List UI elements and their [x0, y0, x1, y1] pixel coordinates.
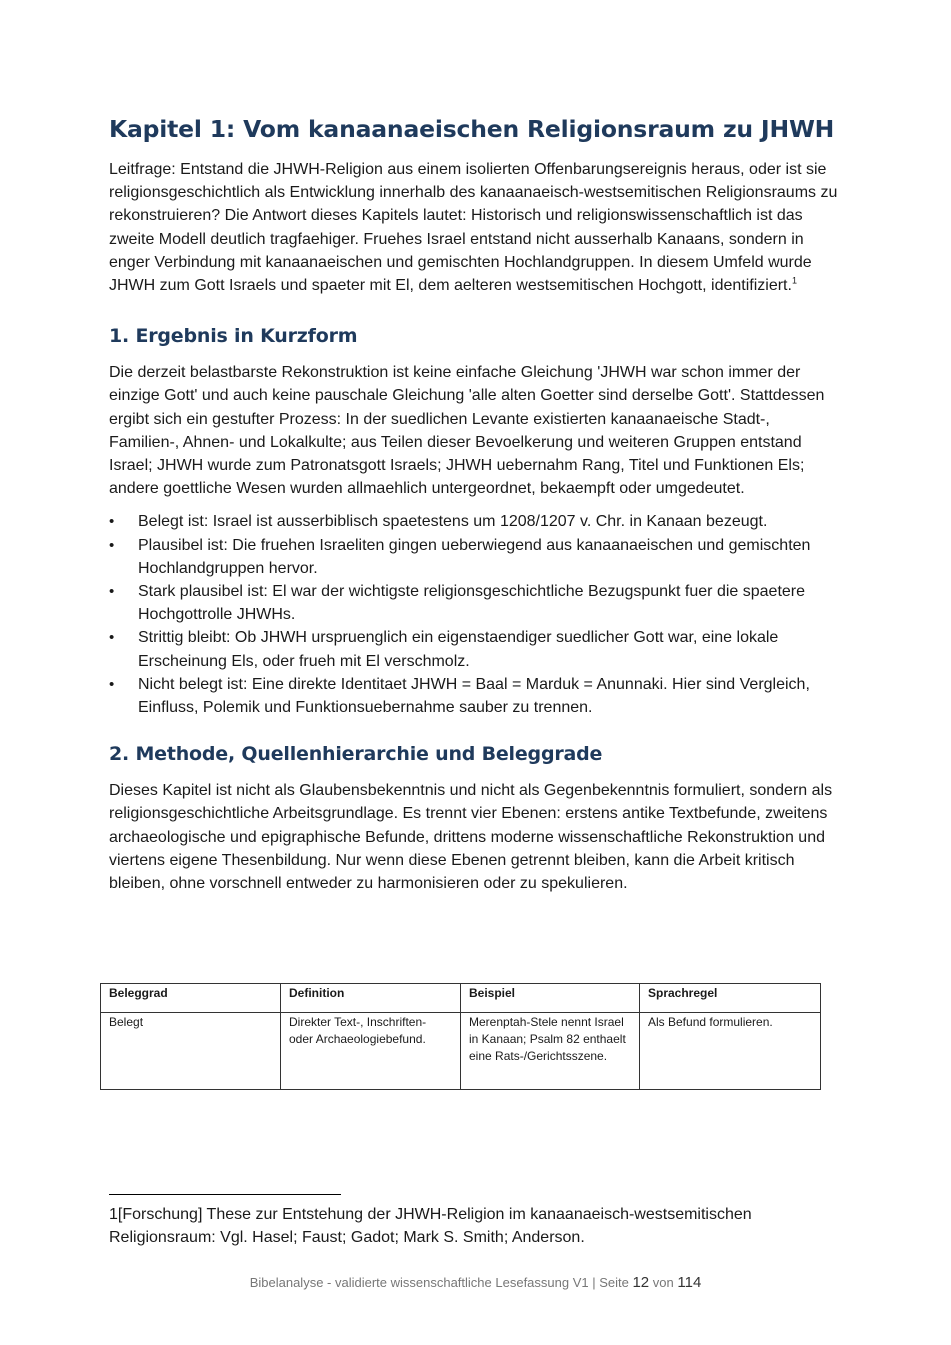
summary-list [109, 510, 844, 719]
total-page-count: 114 [677, 1274, 702, 1291]
section-1-heading: 1. Ergebnis in Kurzform [109, 325, 358, 348]
section-2-heading: 2. Methode, Quellenhierarchie und Beleggrade [109, 743, 603, 766]
list-item: • Strittig bleibt: Ob JHWH urspruenglich ein eigenstaendiger suedlicher Gott war, eine lokale Erscheinung Els, oder frueh mit El verschmolz. [109, 626, 844, 672]
footer-label: Bibelanalyse - validierte wissenschaftliche Lesefassung V1 | Seite [249, 1275, 629, 1290]
table-cell: Belegt [101, 1013, 281, 1090]
evidence-grade-table [100, 983, 821, 1090]
footnote: 1[Forschung] These zur Entstehung der JHWH-Religion im kanaanaeisch-westsemitischen Religionsraum: Vgl. Hasel; Faust; Gadot; Mark S. Smith; Anderson. [109, 1206, 752, 1247]
section-2-paragraph: Dieses Kapitel ist nicht als Glaubensbekenntnis und nicht als Gegenbekenntnis formuliert, sondern als religionsgeschichtliche Arbeitsgrundlage. Es trennt vier Ebenen: erstens antike Textbefunde, zweitens archaeologische und epigraphische Befunde, drittens moderne wissenschaftliche Rekonstruktion und viertens eigene Thesenbildung. Nur wenn diese Ebenen getrennt bleiben, kann die Arbeit kritisch bleiben, ohne vorschnell entweder zu harmonisieren oder zu spekulieren. [109, 782, 833, 893]
page-content [109, 112, 844, 895]
current-page-number: 12 [632, 1274, 650, 1291]
footer-of: von [652, 1275, 674, 1290]
table-header-cell: Definition [281, 984, 461, 1013]
table-header-row [101, 984, 821, 1013]
list-item: • Stark plausibel ist: El war der wichtigste religionsgeschichtliche Bezugspunkt fuer die spaetere Hochgottrolle JHWHs. [109, 580, 844, 626]
table-header-cell: Sprachregel [640, 984, 821, 1013]
table-header-cell: Beispiel [461, 984, 640, 1013]
table-row [101, 1013, 821, 1090]
table-header-cell: Beleggrad [101, 984, 281, 1013]
page-footer [0, 1274, 951, 1291]
footnote-separator [109, 1194, 341, 1195]
section-1-paragraph: Die derzeit belastbarste Rekonstruktion ist keine einfache Gleichung 'JHWH war schon immer der einzige Gott' und auch keine pauschale Gleichung 'alle alten Goetter sind derselbe Gott'. Stattdessen ergibt sich ein gestufter Prozess: In der suedlichen Levante existierten kanaanaeische Stadt-, Familien-, Ahnen- und Lokalkulte; aus Teilen dieser Bevoelkerung und weiteren Gruppen entstand Israel; JHWH wurde zum Patronatsgott Israels; JHWH uebernahm Rang, Titel und Funktionen Els; andere goettliche Wesen wurden allmaehlich untergeordnet, bekaempft oder umgedeutet. [109, 364, 825, 498]
list-item: • Belegt ist: Israel ist ausserbiblisch spaetestens um 1208/1207 v. Chr. in Kanaan bezeugt. [109, 510, 844, 533]
chapter-title: Kapitel 1: Vom kanaanaeischen Religionsraum zu JHWH [109, 115, 835, 143]
list-item: • Nicht belegt ist: Eine direkte Identitaet JHWH = Baal = Marduk = Anunnaki. Hier sind Vergleich, Einfluss, Polemik und Funktionsuebernahme sauber zu trennen. [109, 673, 844, 719]
chapter-intro [109, 158, 844, 297]
table-cell: Direkter Text-, Inschriften- oder Archaeologiebefund. [281, 1013, 461, 1090]
footnote-ref[interactable]: 1 [791, 275, 797, 286]
table-cell: Als Befund formulieren. [640, 1013, 821, 1090]
table-cell: Merenptah-Stele nennt Israel in Kanaan; Psalm 82 enthaelt eine Rats-/Gerichtsszene. [461, 1013, 640, 1090]
chapter-intro-text: Leitfrage: Entstand die JHWH-Religion aus einem isolierten Offenbarungsereignis heraus, oder ist sie religionsgeschichtlich als Entwicklung innerhalb des kanaanaeisch-westsemitischen Religionsraums zu rekonstruieren? Die Antwort dieses Kapitels lautet: Historisch und religionswissenschaftlich ist das zweite Modell deutlich tragfaehiger. Fruehes Israel entstand nicht ausserhalb Kanaans, sondern in enger Verbindung mit kanaanaeischen und gemischten Hochlandgruppen. In diesem Umfeld wurde JHWH zum Gott Israels und spaeter mit El, dem aelteren westsemitischen Hochgott, identifiziert. [109, 161, 838, 295]
list-item: • Plausibel ist: Die fruehen Israeliten gingen ueberwiegend aus kanaanaeischen und gemischten Hochlandgruppen hervor. [109, 534, 844, 580]
